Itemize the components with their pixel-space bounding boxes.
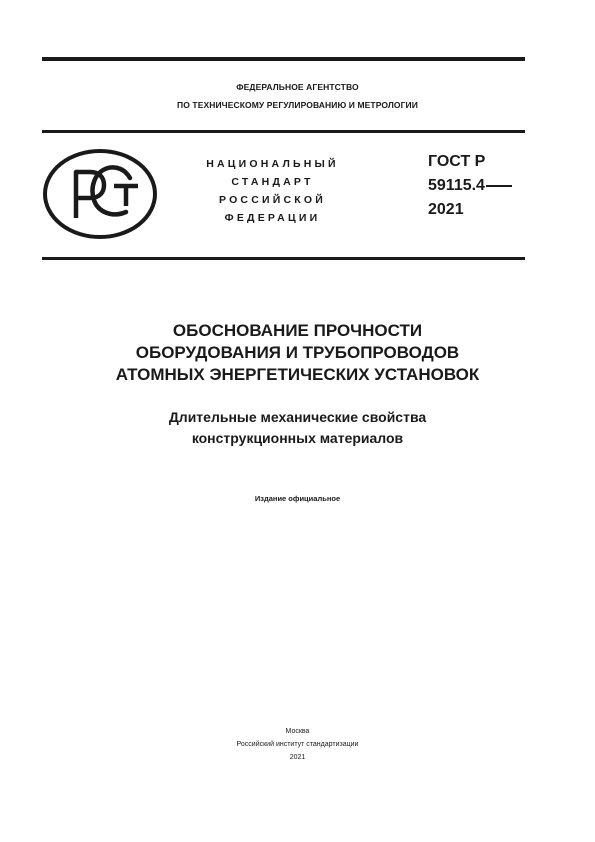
agency-name-line-2: ПО ТЕХНИЧЕСКОМУ РЕГУЛИРОВАНИЮ И МЕТРОЛОГИИ bbox=[177, 100, 418, 110]
middle-rule bbox=[42, 130, 525, 133]
standard-year: 2021 bbox=[428, 201, 464, 218]
standard-prefix: ГОСТ Р bbox=[428, 153, 486, 170]
national-standard-label bbox=[200, 155, 345, 227]
standard-designation bbox=[428, 150, 512, 222]
rst-certification-mark-icon bbox=[42, 148, 158, 240]
document-subtitle bbox=[0, 407, 595, 449]
imprint-publisher: Российский институт стандартизации bbox=[236, 741, 359, 748]
national-standard-line: СТАНДАРТ bbox=[231, 176, 314, 188]
imprint-year: 2021 bbox=[289, 754, 306, 761]
standard-number: 59115.4 bbox=[428, 177, 485, 194]
designation-dash bbox=[486, 185, 512, 187]
imprint-city: Москва bbox=[285, 728, 310, 735]
title-line: АТОМНЫХ ЭНЕРГЕТИЧЕСКИХ УСТАНОВОК bbox=[115, 365, 480, 384]
title-line: ОБОРУДОВАНИЯ И ТРУБОПРОВОДОВ bbox=[135, 343, 460, 362]
edition-note: Издание официальное bbox=[254, 494, 341, 503]
subtitle-line: Длительные механические свойства bbox=[168, 409, 427, 425]
imprint bbox=[0, 725, 595, 764]
bottom-rule bbox=[42, 257, 525, 260]
agency-name-line-1: ФЕДЕРАЛЬНОЕ АГЕНТСТВО bbox=[236, 82, 359, 92]
national-standard-line: ФЕДЕРАЦИИ bbox=[224, 212, 321, 224]
document-title bbox=[0, 320, 595, 386]
top-rule bbox=[42, 57, 525, 61]
national-standard-line: РОССИЙСКОЙ bbox=[219, 194, 326, 206]
national-standard-line: НАЦИОНАЛЬНЫЙ bbox=[206, 158, 339, 170]
title-line: ОБОСНОВАНИЕ ПРОЧНОСТИ bbox=[172, 321, 423, 340]
subtitle-line: конструкционных материалов bbox=[191, 430, 404, 446]
